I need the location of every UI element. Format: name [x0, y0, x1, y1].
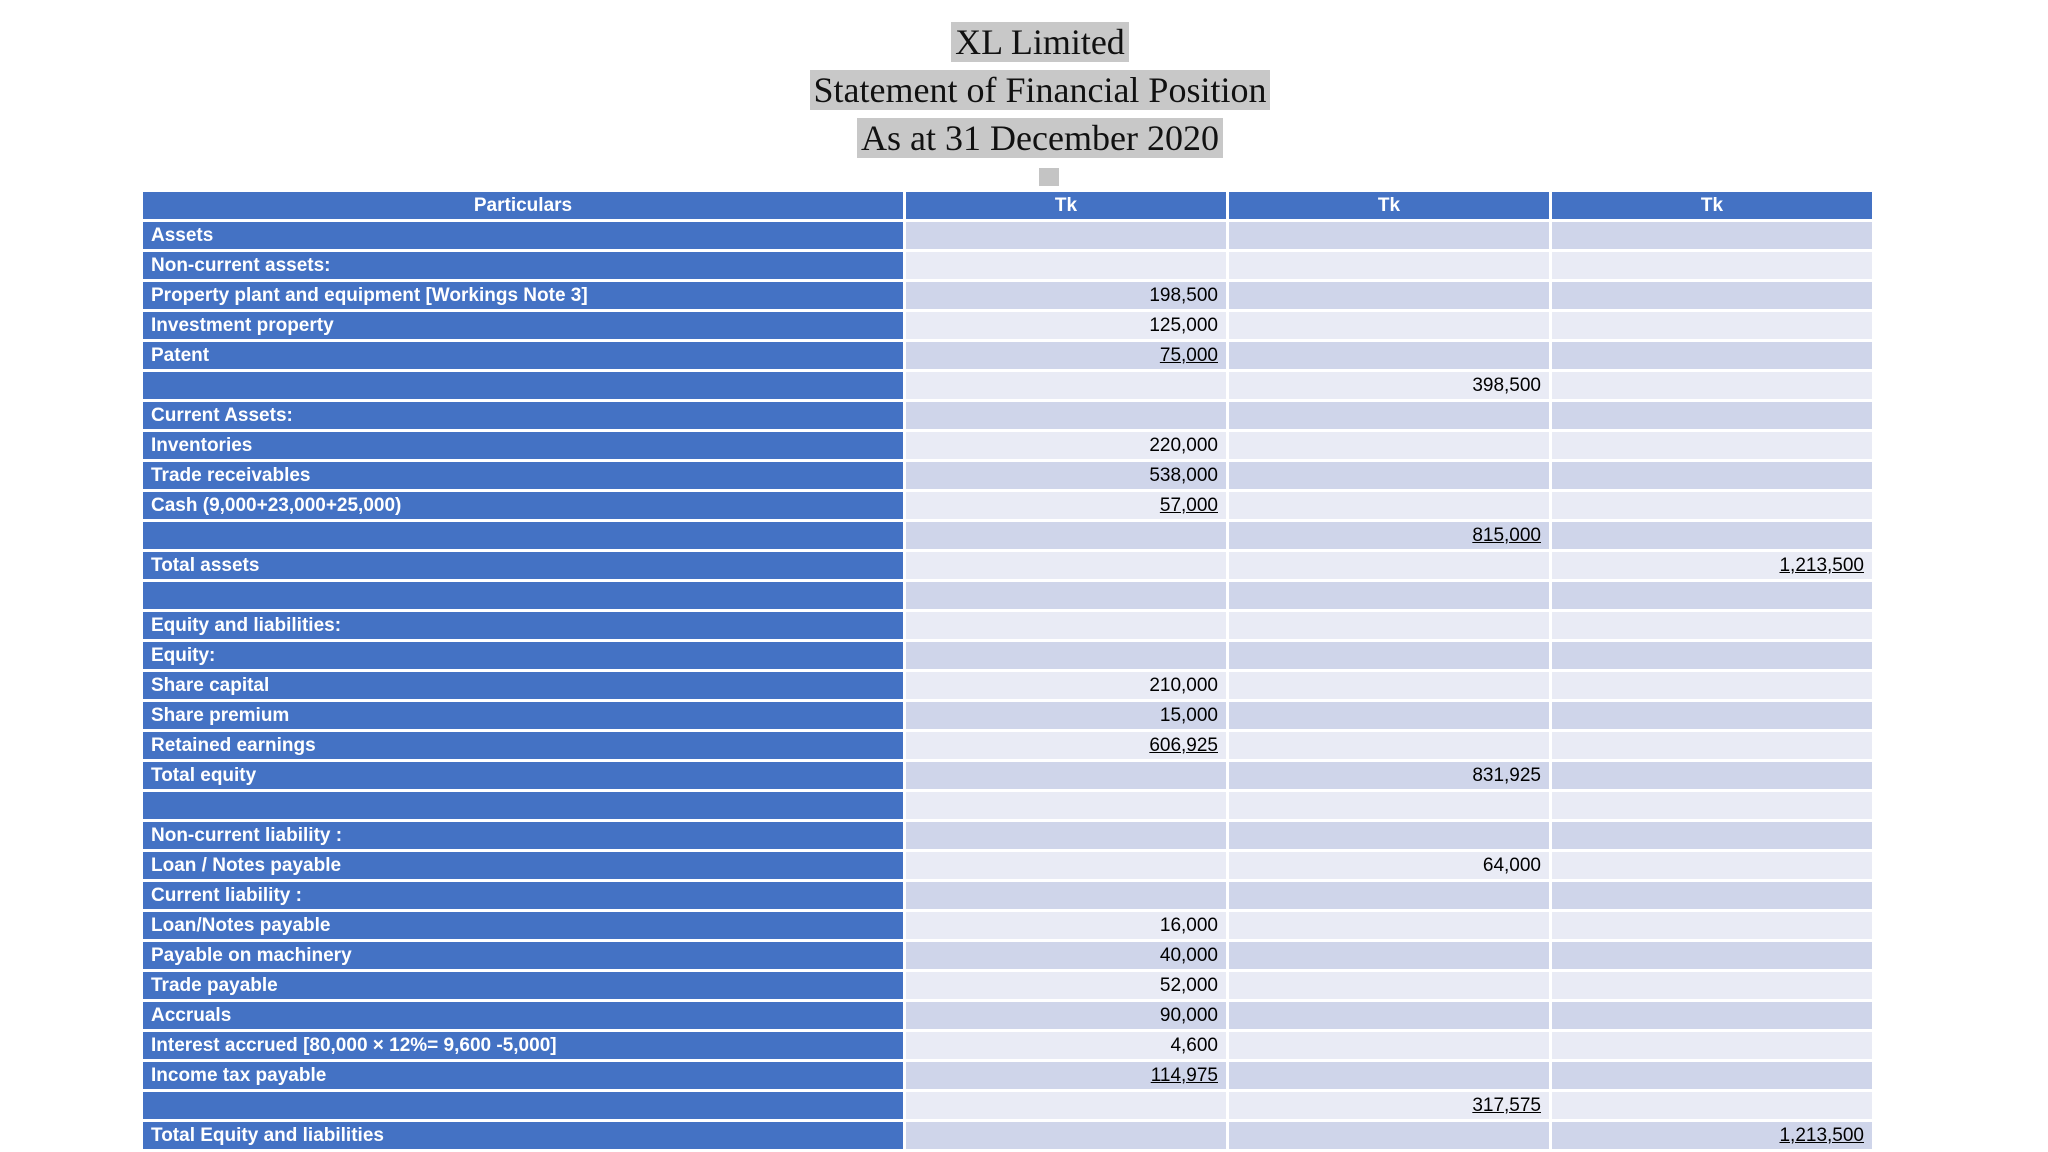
amount-cell — [1552, 882, 1872, 909]
table-row — [143, 582, 1872, 609]
amount-cell — [1552, 942, 1872, 969]
table-row — [143, 882, 1872, 909]
amount-value: 606,925 — [1149, 735, 1218, 756]
amount-cell — [906, 612, 1226, 639]
amount-cell — [906, 732, 1226, 759]
table-row — [143, 402, 1872, 429]
amount-cell — [1229, 942, 1549, 969]
statement-title — [0, 68, 2048, 112]
table-row — [143, 462, 1872, 489]
company-title — [0, 20, 2048, 64]
table-row — [143, 852, 1872, 879]
table-row — [143, 972, 1872, 999]
amount-cell — [1552, 342, 1872, 369]
amount-value: 114,975 — [1150, 1065, 1218, 1086]
amount-cell — [1229, 372, 1549, 399]
table-row — [143, 732, 1872, 759]
amount-cell — [906, 1062, 1226, 1089]
amount-cell — [906, 642, 1226, 669]
row-label: Current liability : — [143, 882, 903, 909]
amount-cell — [1229, 762, 1549, 789]
amount-cell — [906, 1122, 1226, 1149]
row-label: Share premium — [143, 702, 903, 729]
table-row — [143, 762, 1872, 789]
amount-cell — [1229, 912, 1549, 939]
table-row — [143, 942, 1872, 969]
amount-cell — [1229, 882, 1549, 909]
amount-cell — [906, 822, 1226, 849]
table-row — [143, 222, 1872, 249]
table-row — [143, 312, 1872, 339]
column-header-tk-3: Tk — [1552, 192, 1872, 219]
row-label — [143, 582, 903, 609]
amount-cell — [1229, 552, 1549, 579]
row-label: Loan/Notes payable — [143, 912, 903, 939]
row-label: Non-current liability : — [143, 822, 903, 849]
amount-cell — [1552, 1032, 1872, 1059]
amount-cell — [1229, 252, 1549, 279]
amount-cell — [906, 1032, 1226, 1059]
amount-cell — [906, 432, 1226, 459]
amount-cell — [906, 1002, 1226, 1029]
row-label: Trade receivables — [143, 462, 903, 489]
column-header-tk-2: Tk — [1229, 192, 1549, 219]
company-title-text: XL Limited — [951, 22, 1129, 62]
amount-value: 831,925 — [1472, 765, 1541, 786]
amount-cell — [1229, 852, 1549, 879]
table-row — [143, 1062, 1872, 1089]
row-label: Current Assets: — [143, 402, 903, 429]
amount-cell — [906, 522, 1226, 549]
amount-cell — [906, 792, 1226, 819]
amount-cell — [906, 882, 1226, 909]
amount-cell — [906, 702, 1226, 729]
row-label: Retained earnings — [143, 732, 903, 759]
statement-date — [0, 116, 2048, 160]
amount-value: 4,600 — [1170, 1035, 1218, 1056]
amount-cell — [906, 282, 1226, 309]
amount-value: 1,213,500 — [1779, 1125, 1864, 1146]
amount-cell — [1552, 612, 1872, 639]
amount-cell — [1229, 1122, 1549, 1149]
table-row — [143, 672, 1872, 699]
amount-value: 52,000 — [1159, 975, 1218, 996]
amount-cell — [906, 462, 1226, 489]
table-row — [143, 1122, 1872, 1149]
statement-date-text: As at 31 December 2020 — [857, 118, 1223, 158]
amount-cell — [1552, 552, 1872, 579]
table-row — [143, 912, 1872, 939]
amount-cell — [906, 582, 1226, 609]
amount-cell — [906, 252, 1226, 279]
row-label: Cash (9,000+23,000+25,000) — [143, 492, 903, 519]
row-label — [143, 792, 903, 819]
table-row — [143, 432, 1872, 459]
amount-cell — [1552, 822, 1872, 849]
table-row — [143, 492, 1872, 519]
amount-cell — [1229, 342, 1549, 369]
amount-cell — [1229, 222, 1549, 249]
amount-cell — [1552, 642, 1872, 669]
row-label — [143, 522, 903, 549]
amount-value: 16,000 — [1159, 915, 1218, 936]
row-label: Equity and liabilities: — [143, 612, 903, 639]
table-row — [143, 252, 1872, 279]
table-row — [143, 822, 1872, 849]
table-row — [143, 702, 1872, 729]
amount-cell — [1552, 852, 1872, 879]
amount-cell — [1229, 1062, 1549, 1089]
row-label — [143, 372, 903, 399]
amount-cell — [906, 1092, 1226, 1119]
amount-value: 90,000 — [1159, 1005, 1218, 1026]
table-row — [143, 282, 1872, 309]
row-label: Inventories — [143, 432, 903, 459]
amount-cell — [1552, 762, 1872, 789]
row-label: Total equity — [143, 762, 903, 789]
amount-cell — [1552, 372, 1872, 399]
amount-cell — [906, 852, 1226, 879]
amount-cell — [1229, 282, 1549, 309]
table-row — [143, 1002, 1872, 1029]
row-label: Loan / Notes payable — [143, 852, 903, 879]
amount-cell — [1229, 672, 1549, 699]
amount-cell — [1229, 312, 1549, 339]
row-label: Income tax payable — [143, 1062, 903, 1089]
amount-cell — [1229, 612, 1549, 639]
amount-cell — [1229, 1002, 1549, 1029]
amount-value: 1,213,500 — [1779, 555, 1864, 576]
row-label: Equity: — [143, 642, 903, 669]
amount-cell — [1229, 402, 1549, 429]
table-row — [143, 1032, 1872, 1059]
amount-cell — [1229, 1092, 1549, 1119]
amount-cell — [1229, 702, 1549, 729]
amount-cell — [1552, 432, 1872, 459]
amount-value: 317,575 — [1472, 1095, 1541, 1116]
table-row — [143, 552, 1872, 579]
amount-cell — [1552, 732, 1872, 759]
row-label: Investment property — [143, 312, 903, 339]
amount-cell — [906, 942, 1226, 969]
row-label: Payable on machinery — [143, 942, 903, 969]
amount-cell — [1229, 462, 1549, 489]
row-label: Assets — [143, 222, 903, 249]
amount-cell — [906, 492, 1226, 519]
amount-cell — [906, 372, 1226, 399]
column-header-particulars: Particulars — [143, 192, 903, 219]
amount-cell — [906, 972, 1226, 999]
statement-header — [0, 20, 2048, 164]
amount-cell — [1552, 1122, 1872, 1149]
amount-value: 815,000 — [1472, 525, 1541, 546]
column-header-tk-1: Tk — [906, 192, 1226, 219]
amount-cell — [906, 552, 1226, 579]
amount-value: 15,000 — [1159, 705, 1218, 726]
table-row — [143, 1092, 1872, 1119]
amount-cell — [906, 312, 1226, 339]
amount-value: 64,000 — [1482, 855, 1541, 876]
text-cursor-marker — [1039, 168, 1059, 186]
amount-value: 198,500 — [1149, 285, 1218, 306]
amount-cell — [906, 672, 1226, 699]
amount-value: 210,000 — [1149, 675, 1218, 696]
amount-cell — [1229, 972, 1549, 999]
amount-cell — [1552, 222, 1872, 249]
amount-cell — [1552, 792, 1872, 819]
amount-cell — [1552, 402, 1872, 429]
amount-cell — [1552, 522, 1872, 549]
table-row — [143, 612, 1872, 639]
row-label: Interest accrued [80,000 × 12%= 9,600 -5,000] — [143, 1032, 903, 1059]
amount-cell — [1552, 912, 1872, 939]
table-row — [143, 372, 1872, 399]
row-label — [143, 1092, 903, 1119]
row-label: Patent — [143, 342, 903, 369]
amount-cell — [1229, 642, 1549, 669]
amount-cell — [1229, 792, 1549, 819]
amount-cell — [1552, 972, 1872, 999]
amount-cell — [906, 762, 1226, 789]
amount-cell — [906, 912, 1226, 939]
amount-cell — [1552, 672, 1872, 699]
amount-cell — [1229, 1032, 1549, 1059]
amount-value: 125,000 — [1149, 315, 1218, 336]
amount-cell — [1552, 1002, 1872, 1029]
amount-value: 75,000 — [1159, 345, 1218, 366]
table-body — [143, 222, 1872, 1149]
amount-cell — [1552, 312, 1872, 339]
amount-cell — [1229, 822, 1549, 849]
row-label: Total assets — [143, 552, 903, 579]
amount-cell — [1229, 582, 1549, 609]
amount-cell — [1229, 522, 1549, 549]
table-header-row — [143, 192, 1872, 219]
amount-cell — [1552, 702, 1872, 729]
amount-cell — [1229, 432, 1549, 459]
amount-cell — [1552, 492, 1872, 519]
row-label: Property plant and equipment [Workings Note 3] — [143, 282, 903, 309]
amount-cell — [906, 402, 1226, 429]
row-label: Non-current assets: — [143, 252, 903, 279]
amount-cell — [1229, 732, 1549, 759]
amount-cell — [1552, 1092, 1872, 1119]
amount-cell — [1552, 1062, 1872, 1089]
amount-cell — [1552, 252, 1872, 279]
table-row — [143, 342, 1872, 369]
row-label: Accruals — [143, 1002, 903, 1029]
table-row — [143, 642, 1872, 669]
amount-cell — [1552, 582, 1872, 609]
amount-value: 40,000 — [1159, 945, 1218, 966]
amount-value: 538,000 — [1149, 465, 1218, 486]
table-row — [143, 522, 1872, 549]
amount-cell — [1552, 282, 1872, 309]
amount-cell — [906, 222, 1226, 249]
amount-cell — [906, 342, 1226, 369]
table-row — [143, 792, 1872, 819]
row-label: Trade payable — [143, 972, 903, 999]
amount-cell — [1229, 492, 1549, 519]
amount-value: 57,000 — [1159, 495, 1218, 516]
financial-position-table — [140, 189, 1875, 1152]
amount-value: 220,000 — [1149, 435, 1218, 456]
row-label: Share capital — [143, 672, 903, 699]
amount-cell — [1552, 462, 1872, 489]
amount-value: 398,500 — [1472, 375, 1541, 396]
statement-title-text: Statement of Financial Position — [810, 70, 1271, 110]
row-label: Total Equity and liabilities — [143, 1122, 903, 1149]
